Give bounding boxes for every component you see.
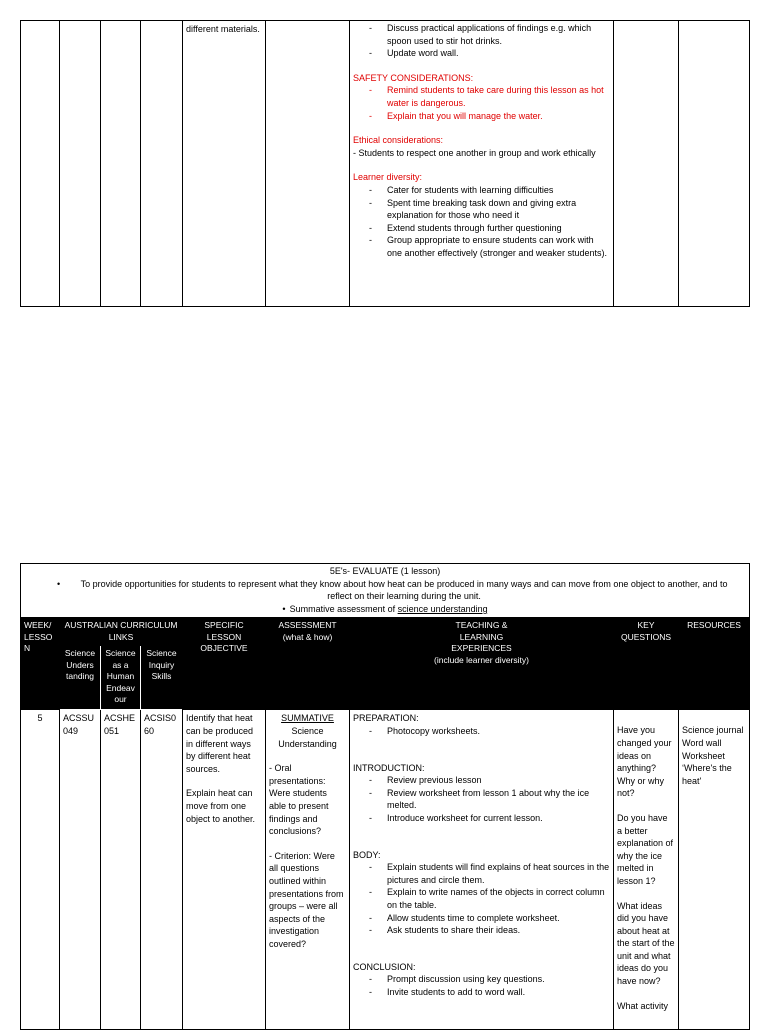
header-assessment: ASSESSMENT (what & how): [266, 618, 350, 710]
lesson-table-continued: [20, 20, 750, 307]
header-science-understanding: Science Unders tanding: [60, 646, 101, 710]
list-item: - Invite students to add to word wall.: [353, 986, 610, 999]
ethical-text: - Students to respect one another in group and work ethically: [353, 147, 596, 158]
objective-1: Identify that heat can be produced in different ways by different heat sources.: [186, 713, 254, 774]
key-questions-cell: [614, 710, 679, 1030]
resources-list: Science journal Word wall Worksheet ‘Where's the heat': [682, 725, 744, 786]
list-item: - Explain to write names of the objects in correct column on the table.: [353, 886, 610, 911]
list-item: - Explain that you will manage the water.: [353, 110, 610, 123]
evaluate-lesson-table: [20, 563, 750, 1030]
list-item: - Photocopy worksheets.: [353, 725, 610, 738]
body-heading: BODY:: [353, 849, 381, 860]
list-item: - Group appropriate to ensure students can work with one another effectively (stronger and weaker students).: [353, 234, 610, 259]
header-teaching: TEACHING & LEARNING EXPERIENCES (include learner diversity): [350, 618, 614, 710]
header-science-inquiry: Science Inquiry Skills: [141, 646, 183, 710]
prep-heading: PREPARATION:: [353, 713, 419, 724]
code-cell-1: [60, 21, 101, 307]
assessment-oral: - Oral presentations: Were students able to present findings and conclusions?: [269, 763, 329, 837]
list-item: - Spent time breaking task down and giving extra explanation for those who need it: [353, 197, 610, 222]
header-resources: RESOURCES: [679, 618, 750, 710]
list-item: - Prompt discussion using key questions.: [353, 973, 610, 986]
curriculum-code-3: ACSIS0 60: [141, 710, 183, 1030]
key-question-1: Have you changed your ideas on anything? Why or why not?: [617, 725, 672, 799]
list-item: - Cater for students with learning difficulties: [353, 184, 610, 197]
week-cell: [21, 21, 60, 307]
assessment-cell: [266, 710, 350, 1030]
week-number: 5: [21, 710, 60, 1030]
evaluate-aim: • To provide opportunities for students to represent what they know about how heat can be produced in many ways and can move from one object to another, and to reflect on their learning during the unit.: [25, 578, 745, 603]
list-item: - Discuss practical applications of findings e.g. which spoon used to stir hot drinks.: [353, 22, 610, 47]
teaching-cell: [350, 710, 614, 1030]
list-item: - Ask students to share their ideas.: [353, 924, 610, 937]
list-item: - Explain students will find explains of heat sources in the pictures and circle them.: [353, 861, 610, 886]
key-questions-cell: [614, 21, 679, 307]
assessment-criterion: - Criterion: Were all questions outlined within presentations from groups – were all aspects of the investigation covered?: [269, 850, 344, 949]
list-item: - Introduce worksheet for current lesson.: [353, 812, 610, 825]
conclusion-heading: CONCLUSION:: [353, 961, 416, 972]
header-key-questions: KEY QUESTIONS: [614, 618, 679, 710]
curriculum-code-2: ACSHE 051: [101, 710, 141, 1030]
header-science-human-endeavour: Science as a Human Endeav our: [101, 646, 141, 710]
list-item: - Update word wall.: [353, 47, 610, 60]
objective-cell: different materials.: [183, 21, 266, 307]
diversity-heading: Learner diversity:: [353, 172, 423, 183]
resources-cell: [679, 21, 750, 307]
teaching-cell: [350, 21, 614, 307]
key-question-3: What ideas did you have about heat at the start of the unit and what ideas do you have now?: [617, 900, 675, 987]
evaluate-header: [21, 564, 750, 618]
list-item: - Review worksheet from lesson 1 about why the ice melted.: [353, 787, 610, 812]
assessment-type: SUMMATIVE: [281, 713, 334, 724]
assessment-subject: Science Understanding: [278, 725, 337, 749]
key-question-4: What activity: [617, 1000, 669, 1011]
key-question-2: Do you have a better explanation of why the ice melted in lesson 1?: [617, 812, 674, 886]
code-cell-3: [141, 21, 183, 307]
header-objective: SPECIFIC LESSON OBJECTIVE: [183, 618, 266, 710]
code-cell-2: [101, 21, 141, 307]
header-week: WEEK/ LESSO N: [21, 618, 60, 710]
list-item: - Extend students through further questioning: [353, 222, 610, 235]
assessment-cell: [266, 21, 350, 307]
objective-cell: [183, 710, 266, 1030]
evaluate-summative: • Summative assessment of science understanding: [282, 603, 488, 614]
list-item: - Review previous lesson: [353, 774, 610, 787]
resources-cell: [679, 710, 750, 1030]
list-item: - Remind students to take care during this lesson as hot water is dangerous.: [353, 84, 610, 109]
list-item: - Allow students time to complete worksheet.: [353, 912, 610, 925]
evaluate-title: 5E's- EVALUATE (1 lesson): [329, 566, 441, 576]
ethical-heading: Ethical considerations:: [353, 135, 444, 146]
intro-heading: INTRODUCTION:: [353, 762, 425, 773]
header-curriculum: AUSTRALIAN CURRICULUM LINKS: [60, 618, 183, 646]
safety-heading: SAFETY CONSIDERATIONS:: [353, 72, 474, 83]
objective-2: Explain heat can move from one object to another.: [186, 788, 256, 824]
curriculum-code-1: ACSSU 049: [60, 710, 101, 1030]
